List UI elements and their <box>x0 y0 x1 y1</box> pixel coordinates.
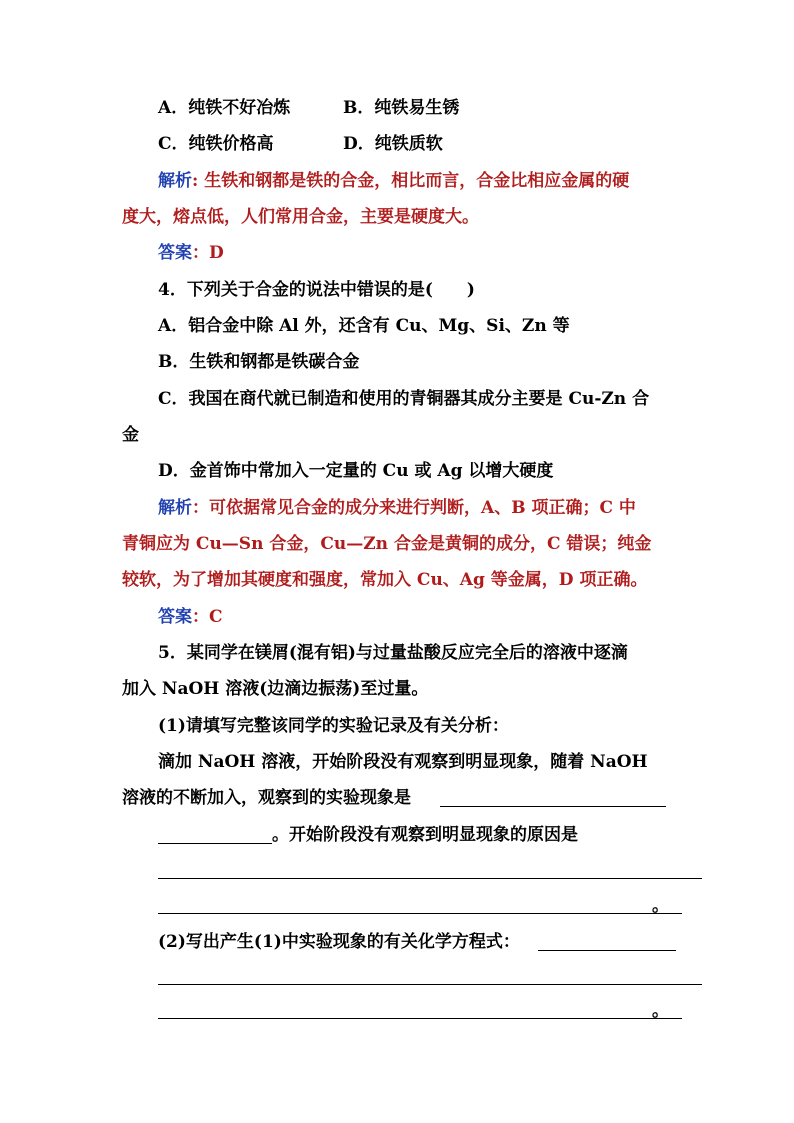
q3-analysis-line-1 <box>158 169 629 193</box>
q5-part2-end: 。 <box>652 1001 669 1021</box>
q3-answer-label: 答案 <box>158 243 192 263</box>
q3-answer <box>158 241 224 265</box>
q4-option-c-line-1: C．我国在商代就已制造和使用的青铜器其成分主要是 Cu-Zn 合 <box>158 389 650 409</box>
q5-answer-blank-6[interactable] <box>158 984 702 985</box>
q5-answer-blank-1[interactable] <box>440 806 666 807</box>
q5-part1-prompt: (1)请填写完整该同学的实验记录及有关分析： <box>158 716 509 736</box>
q5-answer-blank-3[interactable] <box>158 878 702 879</box>
q4-option-c-line-2: 金 <box>122 425 139 445</box>
q3-option-c: C．纯铁价格高 <box>158 134 274 154</box>
q3-option-a: A．纯铁不好冶炼 <box>158 98 291 118</box>
q5-answer-blank-7[interactable] <box>158 1018 682 1019</box>
q4-analysis-line-2: 青铜应为 Cu—Sn 合金，Cu—Zn 合金是黄铜的成分，C 错误；纯金 <box>122 534 652 554</box>
q3-analysis-label: 解析 <box>158 171 192 191</box>
q5-part2-prompt: (2)写出产生(1)中实验现象的有关化学方程式： <box>158 932 520 952</box>
q5-answer-blank-2[interactable] <box>158 843 272 844</box>
q4-analysis-text-1: ：可依据常见合金的成分来进行判断，A、B 项正确；C 中 <box>192 498 636 518</box>
q4-option-b: B．生铁和钢都是铁碳合金 <box>158 352 360 372</box>
q4-analysis-line-1 <box>158 496 636 520</box>
q5-answer-blank-5[interactable] <box>538 950 676 951</box>
q5-part1-line-2: 溶液的不断加入，观察到的实验现象是 <box>122 788 411 808</box>
q4-answer-value: ：C <box>192 607 223 627</box>
q5-part1-line-1: 滴加 NaOH 溶液，开始阶段没有观察到明显现象，随着 NaOH <box>158 752 648 772</box>
q5-part1-line-3: 。开始阶段没有观察到明显现象的原因是 <box>272 825 578 845</box>
q4-analysis-label: 解析 <box>158 498 192 518</box>
q3-answer-value: ：D <box>192 243 224 263</box>
q3-analysis-text-1: : 生铁和钢都是铁的合金，相比而言，合金比相应金属的硬 <box>192 171 630 191</box>
q5-stem-line-1: 5．某同学在镁屑(混有铝)与过量盐酸反应完全后的溶液中逐滴 <box>158 643 628 663</box>
q5-answer-blank-4[interactable] <box>158 913 682 914</box>
q4-answer-label: 答案 <box>158 607 192 627</box>
q5-stem-line-2: 加入 NaOH 溶液(边滴边振荡)至过量。 <box>122 679 429 699</box>
q3-option-b: B．纯铁易生锈 <box>343 98 460 118</box>
q4-option-d: D．金首饰中常加入一定量的 Cu 或 Ag 以增大硬度 <box>158 461 554 481</box>
q4-stem: 4．下列关于合金的说法中错误的是( ) <box>158 280 475 300</box>
q5-part1-end: 。 <box>652 896 669 916</box>
q4-option-a: A．铝合金中除 Al 外，还含有 Cu、Mg、Si、Zn 等 <box>158 316 570 336</box>
q3-option-d: D．纯铁质软 <box>343 134 443 154</box>
q4-analysis-line-3: 较软，为了增加其硬度和强度，常加入 Cu、Ag 等金属，D 项正确。 <box>122 570 648 590</box>
q4-answer <box>158 605 223 629</box>
q3-analysis-line-2: 度大，熔点低，人们常用合金，主要是硬度大。 <box>122 207 479 227</box>
